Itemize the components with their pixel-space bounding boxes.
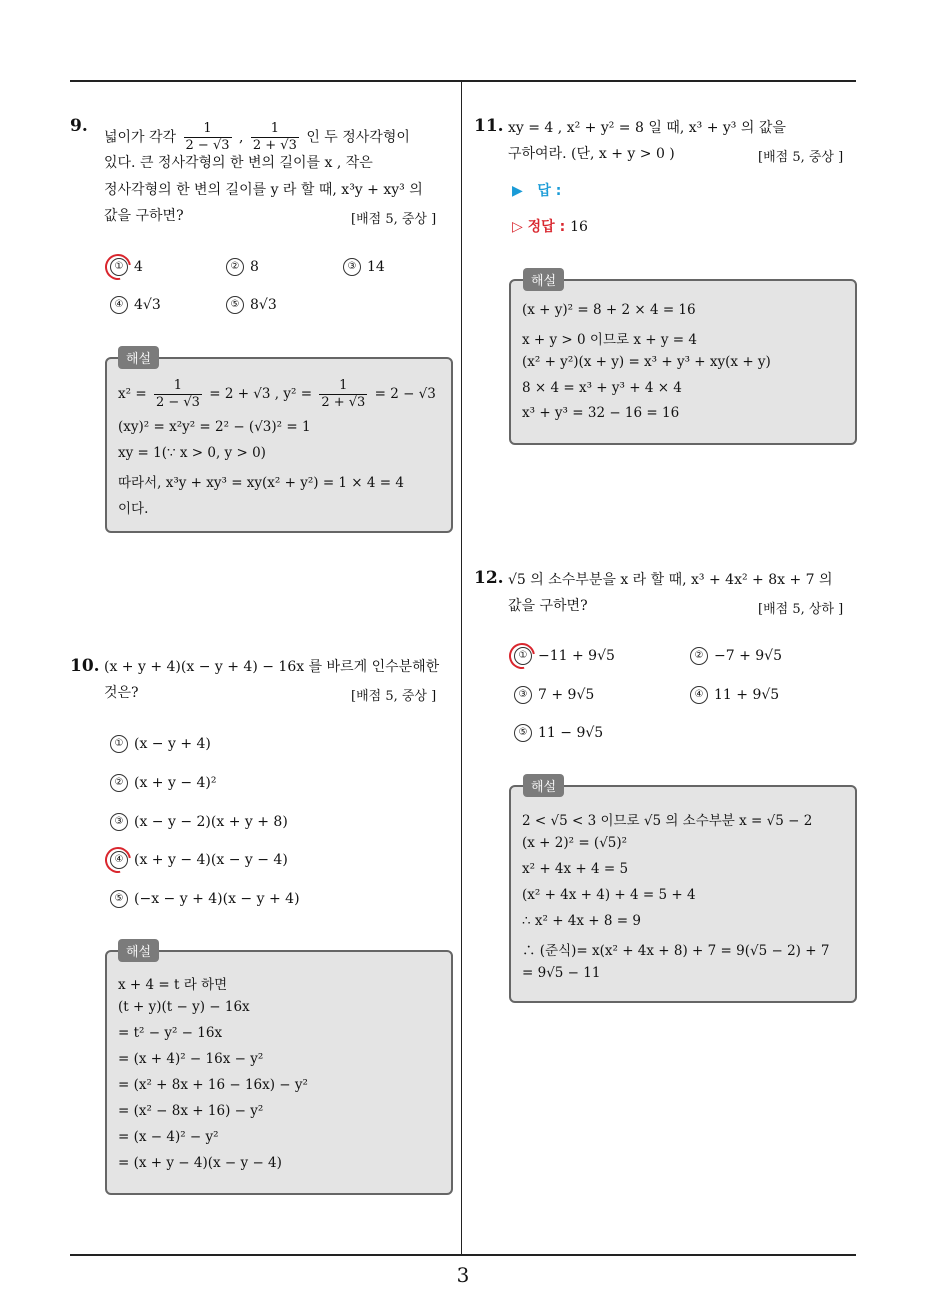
q12-option-3[interactable] [514,686,594,704]
option-text: (x − y − 2)(x + y + 8) [134,814,288,830]
q10-sol-line: (t + y)(t − y) − 16x [118,999,250,1015]
option-text: −7 + 9√5 [714,648,783,664]
q10-sol-line: = (x + y − 4)(x − y − 4) [118,1155,282,1171]
option-text: 4√3 [134,297,161,313]
q11-solution-tag: 해설 [523,268,564,291]
question-9-line1 [104,121,410,154]
q10-sol-line: x + 4 = t 라 하면 [118,977,228,993]
option-text: (x + y − 4)(x − y − 4) [134,852,288,868]
question-11-meta: [배점 5, 중상 ] [758,150,844,165]
q12-sol-line: (x + 2)² = (√5)² [522,835,628,851]
q9-text-a: 넓이가 각각 [104,129,177,146]
circled-number: ① [110,258,128,276]
q10-option-1[interactable] [110,735,211,753]
q10-sol-line: = (x² − 8x + 16) − y² [118,1103,264,1119]
correct-value: 16 [570,219,588,235]
circled-number: ⑤ [226,296,244,314]
answer-mark [100,249,136,285]
q9-sol-line2: (xy)² = x²y² = 2² − (√3)² = 1 [118,419,311,435]
option-text: 8 [250,259,259,275]
circled-number: ④ [110,296,128,314]
q9-option-2[interactable] [226,258,259,276]
answer-mark [100,842,136,878]
q12-sol-line: ∴ x² + 4x + 8 = 9 [522,913,641,929]
option-text: 11 − 9√5 [538,725,604,741]
question-9-number: 9. [70,116,88,136]
circled-number: ⑤ [514,724,532,742]
sol-text: = 2 + √3 , y² = [209,386,313,402]
circled-number: ③ [110,813,128,831]
q12-option-4[interactable] [690,686,779,704]
q9-sol-line5: 이다. [118,501,149,517]
question-11-line1: xy = 4 , x² + y² = 8 일 때, x³ + y³ 의 값을 [508,120,786,136]
q12-sol-line: (x² + 4x + 4) + 4 = 5 + 4 [522,887,696,903]
q9-fraction-1 [184,121,232,154]
frac-num: 1 [154,378,202,395]
option-text: 14 [367,259,385,275]
circled-number: ① [110,735,128,753]
question-12-line1: √5 의 소수부분을 x 라 할 때, x³ + 4x² + 8x + 7 의 [508,572,833,588]
q12-option-2[interactable] [690,647,782,665]
q9-sol-line3: xy = 1(∵ x > 0, y > 0) [118,445,266,461]
q9-solution-tag: 해설 [118,346,159,369]
question-12-meta: [배점 5, 상하 ] [758,602,844,617]
question-12-number: 12. [474,568,504,588]
q11-sol-line: x + y > 0 이므로 x + y = 4 [522,332,697,348]
q9-sol-line4: 따라서, x³y + xy³ = xy(x² + y²) = 1 × 4 = 4 [118,475,404,491]
q10-option-2[interactable] [110,774,217,792]
circled-number: ② [690,647,708,665]
sol-text: x² = [118,386,147,402]
sol-fraction-2 [319,378,367,411]
sol-fraction-1 [154,378,202,411]
q12-solution-tag: 해설 [523,774,564,797]
question-10-number: 10. [70,656,100,676]
option-text: (x − y + 4) [134,736,211,752]
question-11-number: 11. [474,116,504,136]
q11-sol-line: x³ + y³ = 32 − 16 = 16 [522,405,680,421]
question-10-meta: [배점 5, 중상 ] [351,689,437,704]
circled-number: ④ [110,851,128,869]
q12-option-5[interactable] [514,724,603,742]
q12-sol-line: x² + 4x + 4 = 5 [522,861,629,877]
answer-row [512,180,561,200]
frac-num: 1 [319,378,367,395]
frac-den: 2 − √3 [155,395,200,410]
q9-f1-num: 1 [184,121,232,138]
question-10-line2: 것은? [104,685,139,701]
option-text: (x + y − 4)² [134,775,217,791]
outline-arrow-icon: ▷ [512,219,523,235]
q9-text-b: 인 두 정사각형이 [306,129,410,146]
option-text: 11 + 9√5 [714,687,780,703]
sol-text: = 2 − √3 [374,386,436,402]
circled-number: ③ [343,258,361,276]
circled-number: ② [226,258,244,276]
q10-option-4[interactable] [110,851,288,869]
top-rule [70,80,856,82]
q12-sol-line: 2 < √5 < 3 이므로 √5 의 소수부분 x = √5 − 2 [522,813,813,829]
circled-number: ⑤ [110,890,128,908]
answer-label: 답 : [537,183,562,199]
q9-sol-line1 [118,378,436,411]
play-arrow-icon: ▶ [512,183,523,199]
correct-answer-row [512,216,588,236]
q9-sep: , [238,129,244,146]
question-10-line1: (x + y + 4)(x − y + 4) − 16x 를 바르게 인수분해한 [104,659,440,675]
q10-sol-line: = (x − 4)² − y² [118,1129,219,1145]
question-9-line4: 값을 구하면? [104,208,184,224]
correct-label: 정답 : [527,219,566,235]
page-number: 3 [456,1263,470,1287]
option-text: (−x − y + 4)(x − y + 4) [134,891,300,907]
q11-sol-line: (x² + y²)(x + y) = x³ + y³ + xy(x + y) [522,354,771,370]
option-text: −11 + 9√5 [538,648,615,664]
q12-sol-line: ∴ (준식)= x(x² + 4x + 8) + 7 = 9(√5 − 2) + 7 [522,943,830,959]
option-text: 7 + 9√5 [538,687,595,703]
q11-sol-line: (x + y)² = 8 + 2 × 4 = 16 [522,302,696,318]
q10-solution-tag: 해설 [118,939,159,962]
q9-fraction-2 [251,121,299,154]
q12-sol-line: = 9√5 − 11 [522,965,601,981]
column-divider [461,82,462,1254]
circled-number: ① [514,647,532,665]
circled-number: ④ [690,686,708,704]
option-text: 8√3 [250,297,277,313]
circled-number: ③ [514,686,532,704]
answer-mark [504,638,540,674]
circled-number: ② [110,774,128,792]
q10-sol-line: = (x² + 8x + 16 − 16x) − y² [118,1077,308,1093]
option-text: 4 [134,259,143,275]
q10-option-5[interactable] [110,890,300,908]
question-11-line2: 구하여라. (단, x + y > 0 ) [508,146,675,162]
q9-f1-den: 2 − √3 [185,138,230,153]
question-9-meta: [배점 5, 중상 ] [351,212,437,227]
q9-option-5[interactable] [226,296,277,314]
bottom-rule [70,1254,856,1256]
q9-option-3[interactable] [343,258,385,276]
q10-option-3[interactable] [110,813,288,831]
q11-sol-line: 8 × 4 = x³ + y³ + 4 × 4 [522,380,682,396]
frac-den: 2 + √3 [321,395,366,410]
q9-f2-den: 2 + √3 [252,138,297,153]
question-9-line3: 정사각형의 한 변의 길이를 y 라 할 때, x³y + xy³ 의 [104,182,423,198]
question-9-line2: 있다. 큰 정사각형의 한 변의 길이를 x , 작은 [104,155,373,171]
question-12-line2: 값을 구하면? [508,598,588,614]
q9-f2-num: 1 [251,121,299,138]
q10-sol-line: = (x + 4)² − 16x − y² [118,1051,264,1067]
q10-sol-line: = t² − y² − 16x [118,1025,223,1041]
q9-option-4[interactable] [110,296,161,314]
